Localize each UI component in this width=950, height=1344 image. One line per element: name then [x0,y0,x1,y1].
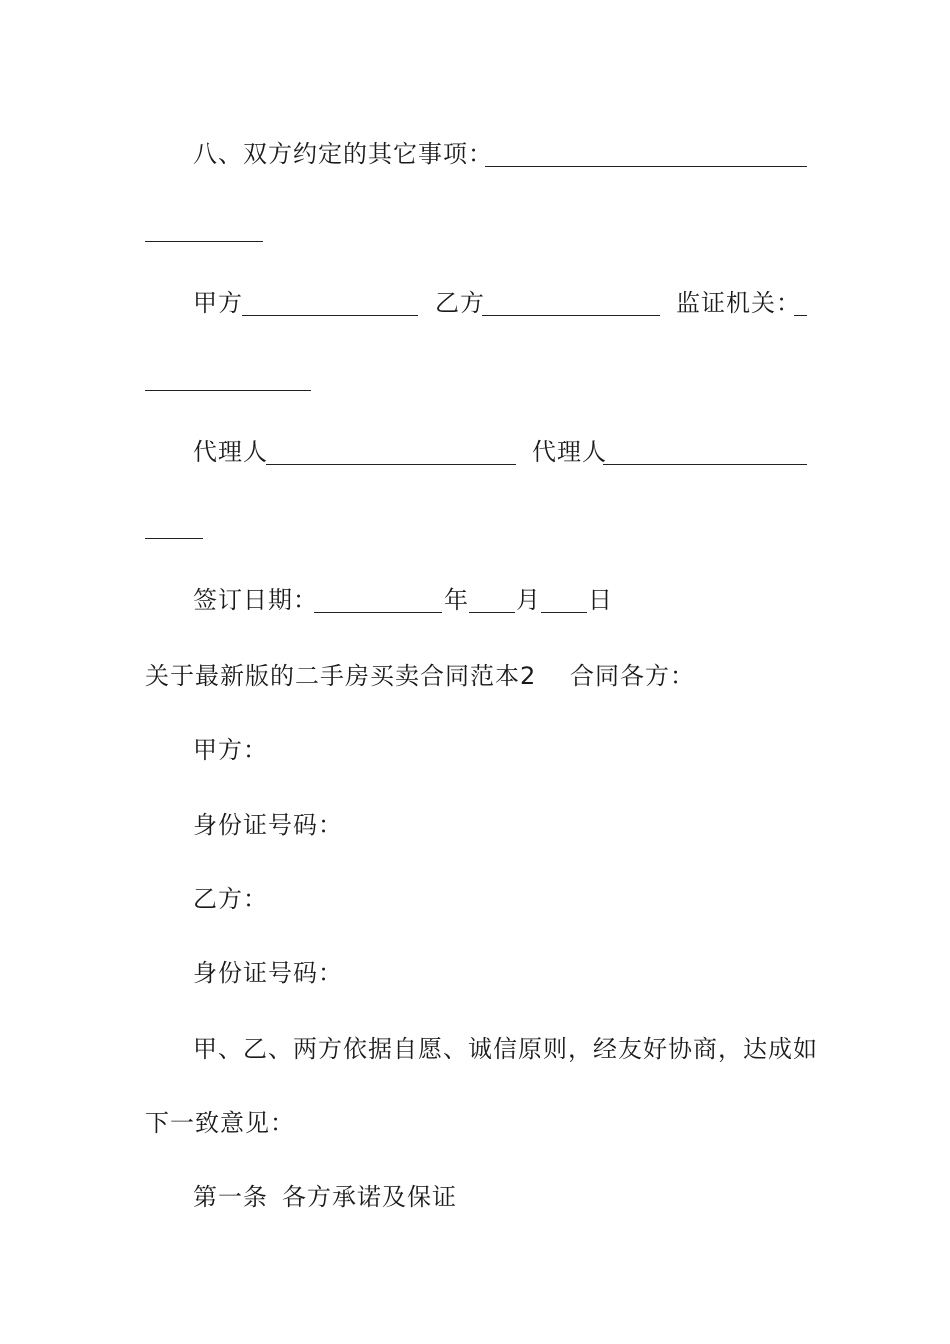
party-a-id-line [145,808,807,842]
signing-day-blank[interactable] [541,612,587,613]
section-8-label: 八、双方约定的其它事项： [193,140,493,168]
article-1-heading [145,1180,807,1214]
agent-b-blank-continued[interactable] [145,538,203,539]
intro-paragraph-line-2 [145,1106,807,1140]
signing-year-label: 年 [444,586,469,614]
agent-b-label: 代理人 [532,438,607,466]
party-a-label: 甲方： [193,736,268,764]
parties-heading: 合同各方： [570,662,695,690]
section-8-blank-continued[interactable] [145,241,263,242]
notary-signature-blank-continued[interactable] [145,390,311,391]
section-8-blank[interactable] [485,166,807,167]
article-1-title: 各方承诺及保证 [282,1183,457,1211]
party-b-label: 乙方： [193,885,268,913]
party-b-signature-label: 乙方 [435,289,485,317]
agent-b [532,435,612,469]
party-a-id-label: 身份证号码： [193,811,343,839]
signing-day [588,583,618,617]
party-b-line [145,882,807,916]
signing-day-label: 日 [588,586,613,614]
notary-signature-blank[interactable] [794,315,807,316]
article-1-number: 第一条 [193,1183,268,1211]
signing-month-label: 月 [516,586,541,614]
party-b-signature-blank[interactable] [482,315,660,316]
notary-signature [676,286,806,320]
agent-b-blank[interactable] [603,464,807,465]
intro-paragraph-line-1 [145,1032,818,1066]
signing-date-label: 签订日期： [193,586,318,614]
party-b-id-line [145,956,807,990]
intro-text-2: 下一致意见： [145,1109,295,1137]
signing-month-blank[interactable] [469,612,515,613]
party-b-id-label: 身份证号码： [193,959,343,987]
contract-2-title: 关于最新版的二手房买卖合同范本2 [145,662,537,690]
party-a-line [145,733,807,767]
agent-a-label: 代理人 [193,438,268,466]
signing-year-blank[interactable] [314,612,442,613]
party-a-signature-blank[interactable] [242,315,418,316]
intro-text-1: 甲、乙、两方依据自愿、诚信原则，经友好协商，达成如 [193,1035,818,1063]
party-a-signature-label: 甲方 [193,289,243,317]
agent-a-blank[interactable] [266,464,516,465]
contract-2-parties [570,659,710,693]
notary-signature-label: 监证机关： [676,289,801,317]
